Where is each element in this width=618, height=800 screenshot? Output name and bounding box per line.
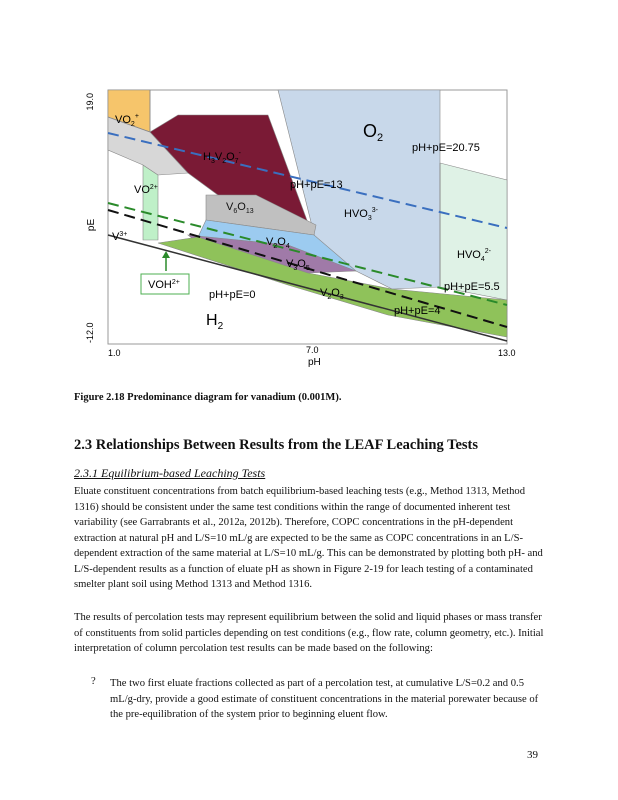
label-ph-pe-0: pH+pE=0 — [209, 289, 256, 301]
figure-caption: Figure 2.18 Predominance diagram for vanadium (0.001M). — [74, 392, 342, 403]
paragraph-2: The results of percolation tests may represent equilibrium between the solid and liquid phases or mass transfer of constituents from solid particles depending on test conditions (e.g., flow rate, column geometry, etc.). Initial interpretation of column percolation test results can be made based on the following: — [74, 612, 544, 654]
label-ph-pe-5-5: pH+pE=5.5 — [444, 281, 500, 293]
y-bottom-tick: -12.0 — [85, 322, 95, 343]
label-o2: $O_2$ — [363, 121, 384, 144]
bullet-marker: ? — [91, 676, 96, 687]
x-tick-7: 7.0 — [306, 345, 319, 355]
region-voh2plus — [143, 165, 158, 240]
label-vo2plusplus: $VO^{2+}$ — [134, 184, 158, 196]
bullet-item: The two first eluate fractions collected as part of a percolation test, at cumulative L/S=0.2 and 0.5 mL/g-dry, provide a good estimate of constituent concentrations in the material porewater because of the pre-equilibration of the system prior to beginning eluent flow. — [110, 678, 539, 720]
label-v3plus: $V^{3+}$ — [112, 231, 128, 243]
label-v2o4: $V_2O_4$ — [266, 236, 290, 250]
label-h2: $H_2$ — [206, 312, 224, 332]
page-number: 39 — [527, 749, 538, 761]
section-heading: 2.3 Relationships Between Results from the LEAF Leaching Tests — [74, 437, 479, 453]
label-voh2plus: $VOH^{2+}$ — [148, 279, 180, 291]
y-axis-label: pE — [86, 218, 97, 232]
label-v3o5: $V_3O_5$ — [286, 258, 310, 272]
x-axis-label: pH — [308, 357, 321, 368]
x-tick-1: 1.0 — [108, 348, 121, 358]
y-top-tick: 19.0 — [85, 93, 95, 111]
label-ph-pe-4: pH+pE=4 — [394, 305, 441, 317]
label-hvo4: $HVO_4^{2-}$ — [457, 248, 491, 263]
label-ph-pe-13: pH+pE=13 — [290, 179, 343, 191]
x-tick-13: 13.0 — [498, 348, 516, 358]
region-hvo4 — [440, 163, 507, 300]
label-h3v2o7: $H_3V_2O_7^-$ — [203, 150, 241, 165]
label-ph-pe-20-75: pH+pE=20.75 — [412, 142, 480, 154]
label-v2o3: $V_2O_3$ — [320, 287, 344, 301]
label-hvo3: $HVO_3^{3-}$ — [344, 207, 378, 222]
label-v6o13: $V_6O_{13}$ — [226, 201, 254, 215]
predominance-diagram — [85, 75, 524, 373]
label-vo2plus: $VO_2^+$ — [115, 113, 139, 128]
subsection-heading: 2.3.1 Equilibrium-based Leaching Tests — [74, 466, 266, 480]
paragraph-1: Eluate constituent concentrations from batch equilibrium-based leaching tests (e.g., Method 1313, Method 1316) should be consistent under the same test conditions within the range of documented inherent test variability (see Garrabrants et al., 2012a, 2012b). Therefore, COPC concentrations in the pH-dependent extraction at natural pH and L/S=10 mL/g are expected to be the same as COPC concentrations in an L/S-dependent extraction of the same material at L/S=10 mL/g. This can be demonstrated by plotting both pH- and L/S-dependent results as a function of eluate pH as shown in Figure 2-19 for leach testing of a contaminated smelter plant soil using Method 1313 and Method 1316. — [74, 486, 543, 590]
